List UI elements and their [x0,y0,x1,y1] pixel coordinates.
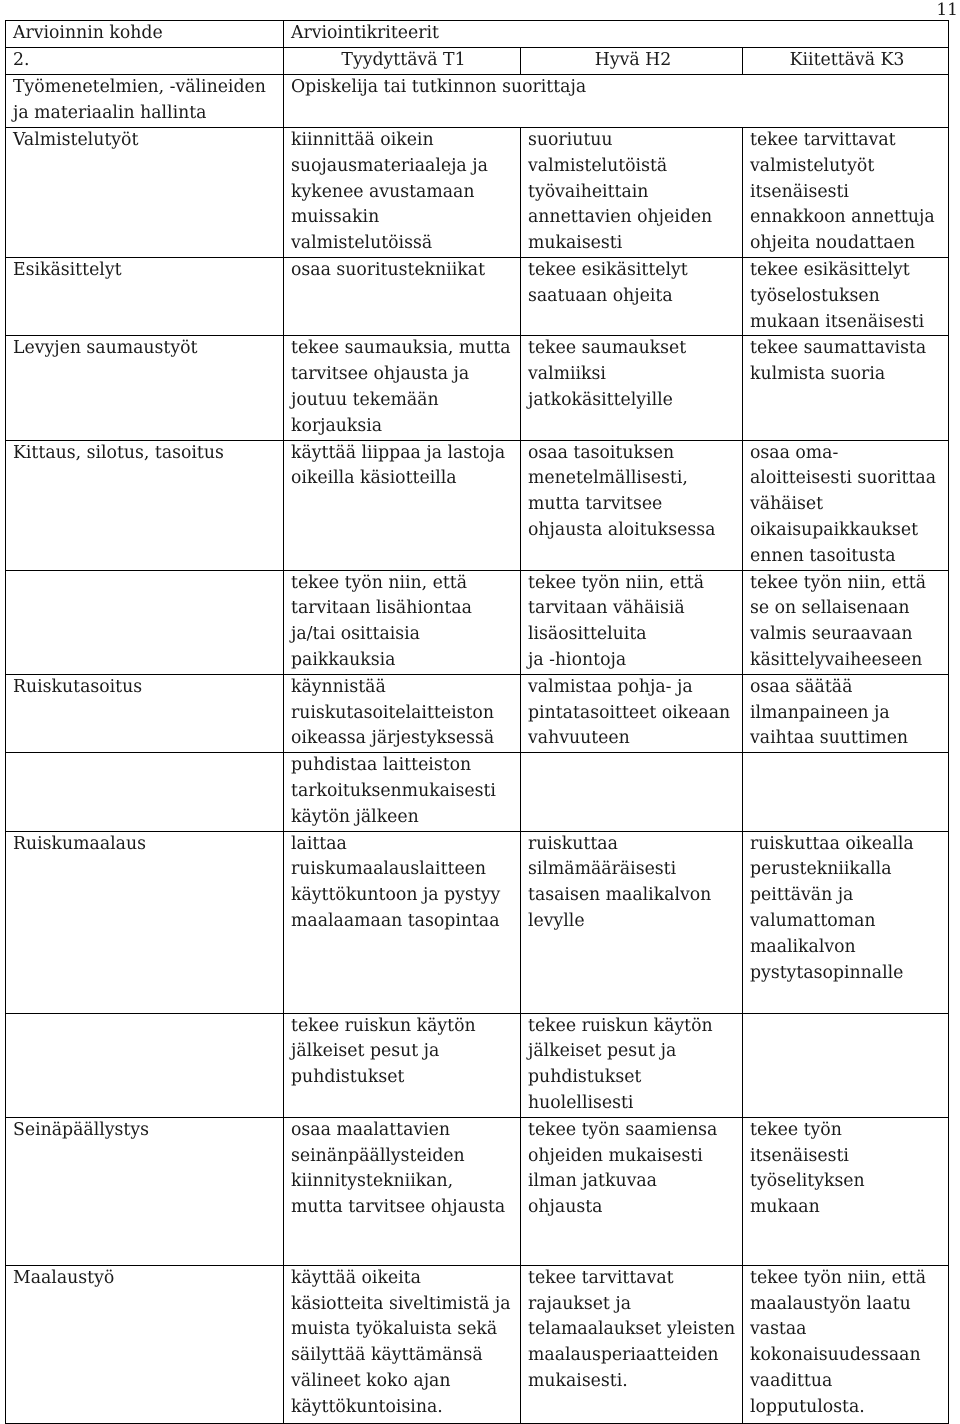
criterion-k3: osaa oma- aloitteisesti suorittaa vähäiset oikaisupaikkaukset ennen tasoitusta [743,440,949,570]
table-row [6,258,949,336]
criterion-k3 [743,1013,949,1117]
table-row [6,1013,949,1117]
criterion-h2: tekee työn niin, että tarvitaan vähäisiä lisäositteluita ja -hiontoja [521,570,743,674]
criteria-table [5,20,949,1424]
assessment-target: Levyjen saumaustyöt [6,336,284,440]
criterion-t1: laittaa ruiskumaalauslaitteen käyttökuntoon ja pystyy maalaamaan tasopintaa [284,831,521,1013]
criterion-h2: tekee työn saamiensa ohjeiden mukaisesti ilman jatkuvaa ohjausta [521,1117,743,1265]
level-h2-header: Hyvä H2 [521,48,743,75]
criteria-column-header: Arviointikriteerit [284,21,949,48]
section-title-row [6,75,949,128]
criterion-k3: tekee työn niin, että se on sellaisenaan valmis seuraavaan käsittelyvaiheeseen [743,570,949,674]
criterion-k3: tekee tarvittavat valmistelutyöt itsenäisesti ennakkoon annettuja ohjeita noudattaen [743,128,949,258]
assessment-target: Seinäpäällystys [6,1117,284,1265]
criterion-h2: tekee ruiskun käytön jälkeiset pesut ja puhdistukset huolellisesti [521,1013,743,1117]
table-row [6,674,949,752]
criterion-k3: tekee työn niin, että maalaustyön laatu vastaa kokonaisuudessaan vaadittua lopputulosta. [743,1265,949,1423]
table-row [6,570,949,674]
table-row [6,1117,949,1265]
assessment-target [6,1013,284,1117]
criterion-h2: suoriutuu valmistelutöistä työvaiheittain annettavien ohjeiden mukaisesti [521,128,743,258]
criterion-t1: käyttää liippaa ja lastoja oikeilla käsiotteilla [284,440,521,570]
criterion-h2: tekee saumaukset valmiiksi jatkokäsittelyille [521,336,743,440]
level-k3-header: Kiitettävä K3 [743,48,949,75]
header-row [6,21,949,48]
criterion-t1: osaa suoritustekniikat [284,258,521,336]
levels-row [6,48,949,75]
criterion-t1: kiinnittää oikein suojausmateriaaleja ja kykenee avustamaan muissakin valmistelutöissä [284,128,521,258]
table-row [6,336,949,440]
criterion-k3: tekee saumattavista kulmista suoria [743,336,949,440]
performer-label: Opiskelija tai tutkinnon suorittaja [284,75,949,128]
assessment-target: Ruiskumaalaus [6,831,284,1013]
table-row [6,1265,949,1423]
criterion-k3: ruiskuttaa oikealla perustekniikalla peittävän ja valumattoman maalikalvon pystytasopinnalle [743,831,949,1013]
criterion-t1: käyttää oikeita käsiotteita siveltimistä ja muista työkaluista sekä säilyttää käyttämänsä välineet koko ajan käyttökuntoisina. [284,1265,521,1423]
criterion-t1: tekee työn niin, että tarvitaan lisähiontaa ja/tai osittaisia paikkauksia [284,570,521,674]
level-t1-header: Tyydyttävä T1 [284,48,521,75]
criterion-h2: valmistaa pohja- ja pintatasoitteet oikeaan vahvuuteen [521,674,743,752]
assessment-target: Valmistelutyöt [6,128,284,258]
page-number: 11 [936,0,958,20]
criterion-h2 [521,753,743,831]
table-row [6,831,949,1013]
criterion-h2: osaa tasoituksen menetelmällisesti, mutta tarvitsee ohjausta aloituksessa [521,440,743,570]
criterion-t1: tekee saumauksia, mutta tarvitsee ohjausta ja joutuu tekemään korjauksia [284,336,521,440]
criterion-k3: osaa säätää ilmanpaineen ja vaihtaa suuttimen [743,674,949,752]
target-column-header: Arvioinnin kohde [6,21,284,48]
table-row [6,128,949,258]
criterion-h2: tekee tarvittavat rajaukset ja telamaalaukset yleisten maalausperiaatteiden mukaisesti. [521,1265,743,1423]
table-row [6,440,949,570]
criterion-t1: puhdistaa laitteiston tarkoituksenmukaisesti käytön jälkeen [284,753,521,831]
criterion-t1: osaa maalattavien seinänpäällysteiden kiinnitystekniikan, mutta tarvitsee ohjausta [284,1117,521,1265]
criterion-t1: käynnistää ruiskutasoitelaitteiston oikeassa järjestyksessä [284,674,521,752]
assessment-target [6,753,284,831]
criterion-k3: tekee työn itsenäisesti työselityksen mukaan [743,1117,949,1265]
section-title: Työmenetelmien, -välineiden ja materiaalin hallinta [6,75,284,128]
criterion-k3 [743,753,949,831]
section-number: 2. [6,48,284,75]
assessment-target: Ruiskutasoitus [6,674,284,752]
assessment-target [6,570,284,674]
assessment-target: Esikäsittelyt [6,258,284,336]
assessment-target: Kittaus, silotus, tasoitus [6,440,284,570]
assessment-target: Maalaustyö [6,1265,284,1423]
criterion-k3: tekee esikäsittelyt työselostuksen mukaan itsenäisesti [743,258,949,336]
table-row [6,753,949,831]
criterion-h2: ruiskuttaa silmämääräisesti tasaisen maalikalvon levylle [521,831,743,1013]
criterion-h2: tekee esikäsittelyt saatuaan ohjeita [521,258,743,336]
criterion-t1: tekee ruiskun käytön jälkeiset pesut ja puhdistukset [284,1013,521,1117]
